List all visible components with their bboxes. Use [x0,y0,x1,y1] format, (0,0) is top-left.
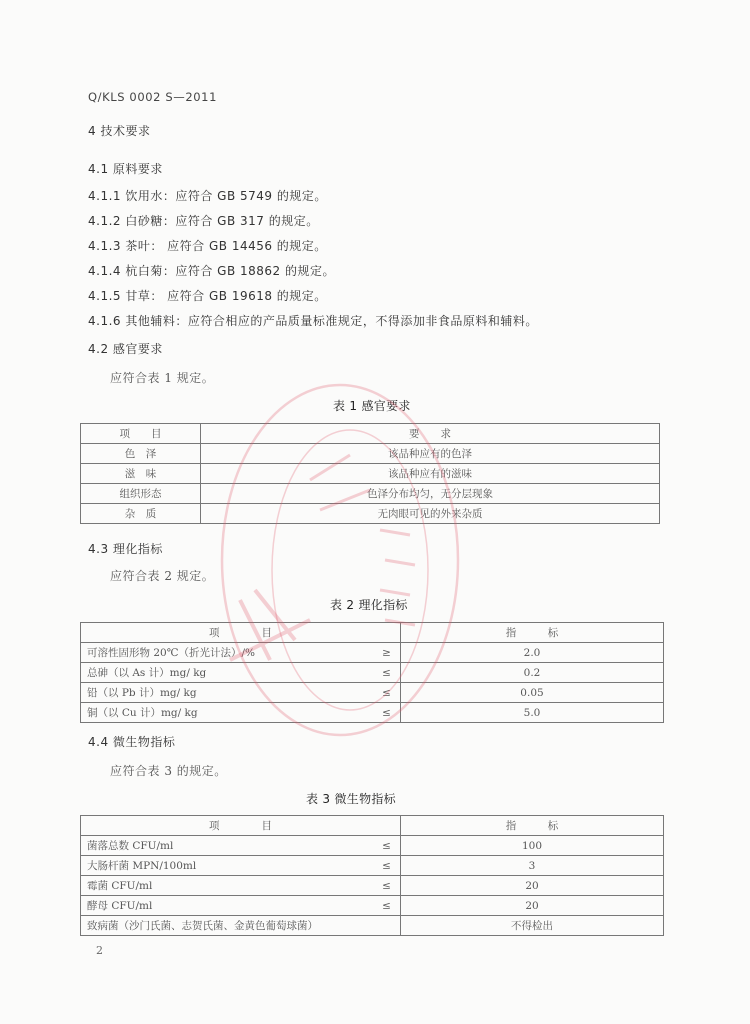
table-cell: 可溶性固形物 20℃（折光计法）/% [81,643,374,663]
table-cell: 铜（以 Cu 计）mg/ kg [81,703,374,723]
page-number: 2 [96,944,103,957]
section-4-1-heading: 4.1 原料要求 [88,162,163,176]
table-row [81,484,660,504]
table-cell: 杂 质 [81,504,201,524]
table-header-row [81,623,664,643]
table-header-cell: 项 目 [81,424,201,444]
table-cell: 100 [401,836,664,856]
table-cell: 无肉眼可见的外来杂质 [201,504,660,524]
clause-4-1-4: 4.1.4 杭白菊：应符合 GB 18862 的规定。 [88,264,335,278]
table-header-row [81,816,664,836]
table-cell: 色 泽 [81,444,201,464]
table-row [81,683,664,703]
table-cell: 色泽分布均匀，无分层现象 [201,484,660,504]
section-4-3-heading: 4.3 理化指标 [88,542,163,556]
table-row [81,643,664,663]
table-row [81,896,664,916]
table-row [81,444,660,464]
table-cell: 该品种应有的滋味 [201,464,660,484]
table-cell: ≤ [373,896,401,916]
table-cell: 大肠杆菌 MPN/100ml [81,856,374,876]
table-cell: 0.2 [401,663,664,683]
table-cell: ≤ [373,836,401,856]
table-row [81,504,660,524]
section-4-4-heading: 4.4 微生物指标 [88,735,176,749]
table-cell: 2.0 [401,643,664,663]
table-1-caption: 表 1 感官要求 [333,399,411,413]
table-header-cell: 项 目 [81,623,401,643]
table-cell: 5.0 [401,703,664,723]
table-row [81,663,664,683]
section-4-3-text: 应符合表 2 规定。 [110,569,215,583]
section-4-4-text: 应符合表 3 的规定。 [110,764,227,778]
clause-4-1-5: 4.1.5 甘草： 应符合 GB 19618 的规定。 [88,289,327,303]
table-row [81,703,664,723]
table-cell: 滋 味 [81,464,201,484]
table-row [81,464,660,484]
section-4-2-heading: 4.2 感官要求 [88,342,163,356]
table-cell: 不得检出 [401,916,664,936]
table-cell: 20 [401,896,664,916]
table-cell: 20 [401,876,664,896]
table-header-cell: 指 标 [401,816,664,836]
table-cell [373,916,401,936]
table-row [81,916,664,936]
table-header-cell: 项 目 [81,816,401,836]
section-4-2-text: 应符合表 1 规定。 [110,371,215,385]
physicochemical-table [80,622,664,723]
table-cell: 酵母 CFU/ml [81,896,374,916]
table-cell: 组织形态 [81,484,201,504]
table-cell: 总砷（以 As 计）mg/ kg [81,663,374,683]
table-2-caption: 表 2 理化指标 [330,598,408,612]
table-cell: ≤ [373,703,401,723]
table-cell: 致病菌（沙门氏菌、志贺氏菌、金黄色葡萄球菌） [81,916,374,936]
table-cell: 霉菌 CFU/ml [81,876,374,896]
clause-4-1-2: 4.1.2 白砂糖：应符合 GB 317 的规定。 [88,214,319,228]
microbial-table [80,815,664,936]
table-cell: ≤ [373,683,401,703]
section-4-heading: 4 技术要求 [88,124,151,138]
clause-4-1-1: 4.1.1 饮用水：应符合 GB 5749 的规定。 [88,189,327,203]
table-cell: 3 [401,856,664,876]
table-cell: ≤ [373,663,401,683]
table-cell: ≤ [373,876,401,896]
table-3-caption: 表 3 微生物指标 [306,792,396,806]
table-cell: ≤ [373,856,401,876]
table-cell: 该品种应有的色泽 [201,444,660,464]
table-row [81,876,664,896]
table-cell: 菌落总数 CFU/ml [81,836,374,856]
clause-4-1-3: 4.1.3 茶叶： 应符合 GB 14456 的规定。 [88,239,327,253]
table-cell: 0.05 [401,683,664,703]
table-header-row [81,424,660,444]
table-header-cell: 指 标 [401,623,664,643]
table-cell: ≥ [373,643,401,663]
table-row [81,836,664,856]
sensory-table [80,423,660,524]
standard-code: Q/KLS 0002 S—2011 [88,90,218,104]
table-header-cell: 要 求 [201,424,660,444]
table-cell: 铅（以 Pb 计）mg/ kg [81,683,374,703]
table-row [81,856,664,876]
clause-4-1-6: 4.1.6 其他辅料：应符合相应的产品质量标准规定，不得添加非食品原料和辅料。 [88,314,538,328]
